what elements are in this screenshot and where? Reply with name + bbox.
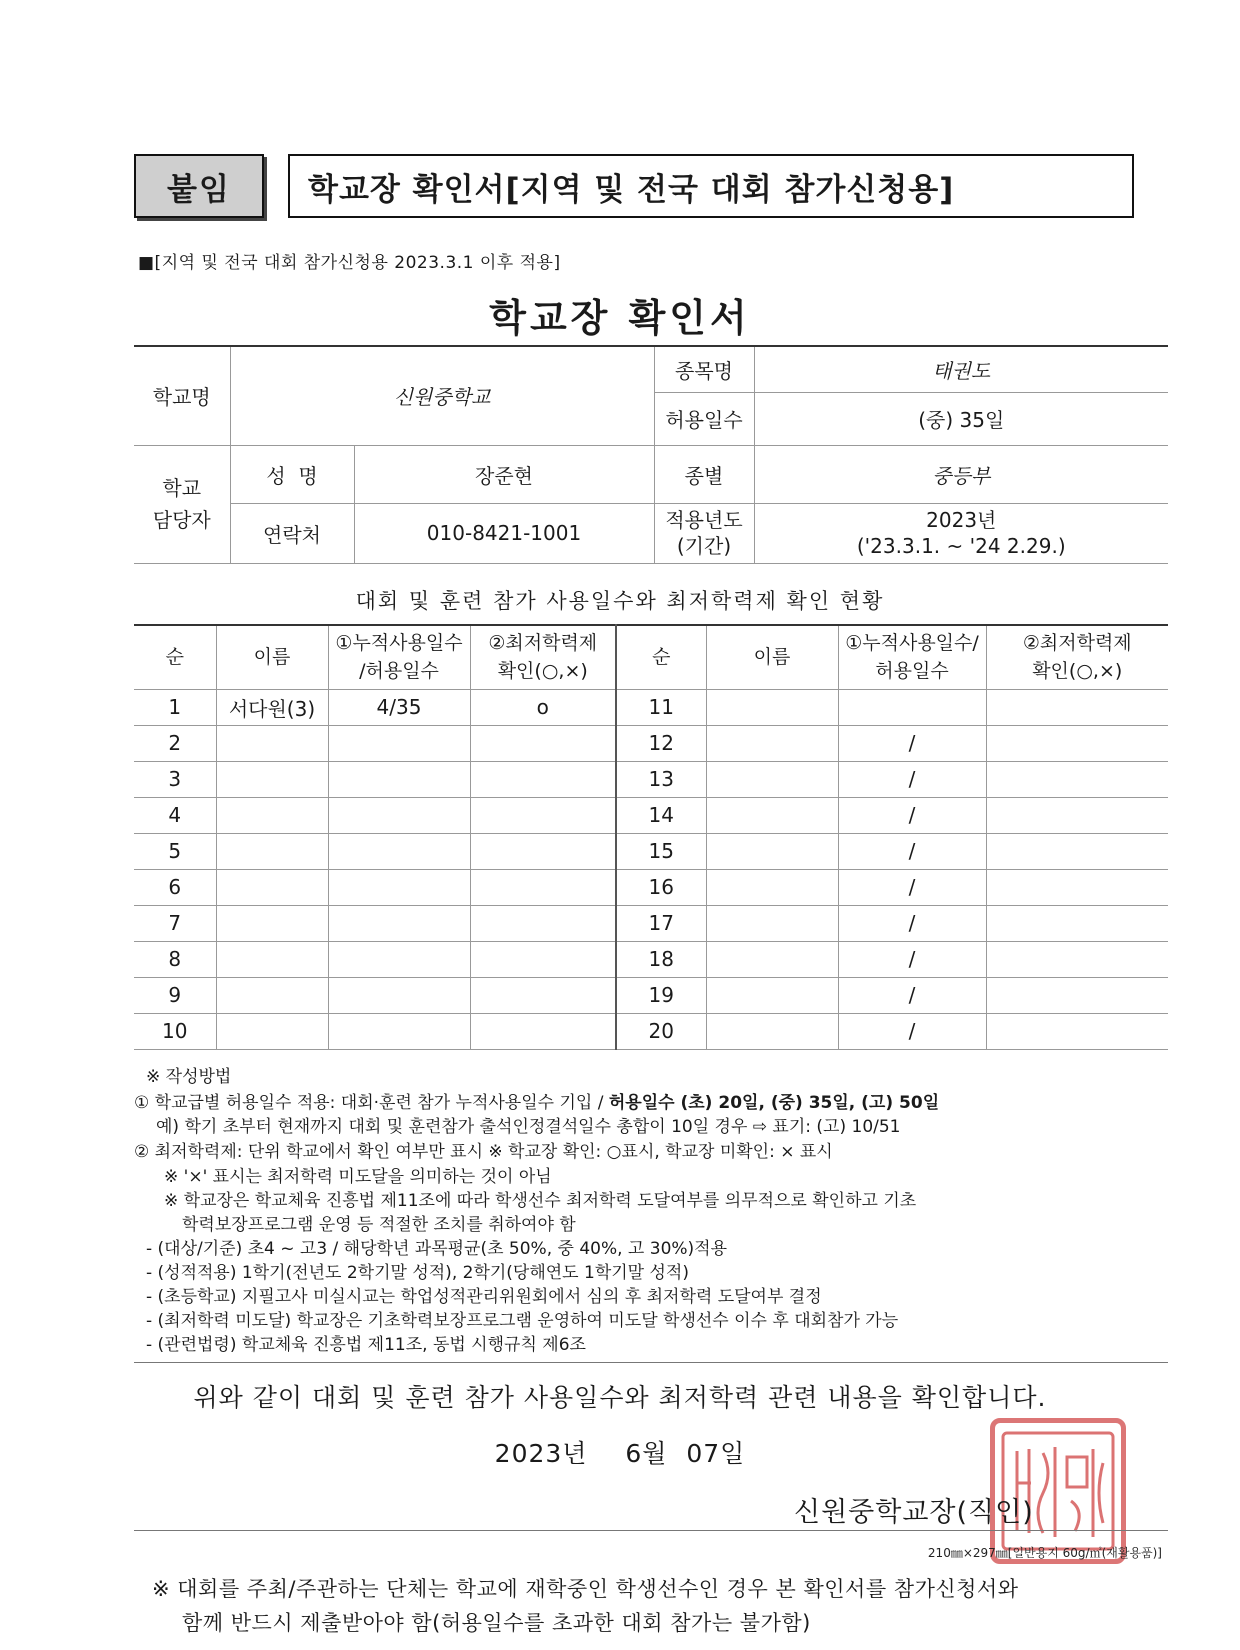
- no-cell: 8: [134, 941, 216, 977]
- divider-bottom: [134, 1530, 1168, 1531]
- allowed-days-label: 허용일수: [654, 392, 754, 445]
- col-days-right-line2: 허용일수: [875, 660, 949, 683]
- check-cell: [470, 941, 616, 977]
- days-cell: /: [838, 761, 986, 797]
- days-cell: [328, 905, 470, 941]
- name-cell: [706, 833, 838, 869]
- table-row: [134, 1013, 1168, 1049]
- col-acad-right-line1: ②최저학력제: [1022, 632, 1132, 655]
- note-1: [134, 1091, 939, 1115]
- check-cell: [986, 797, 1168, 833]
- name-cell: [706, 941, 838, 977]
- col-name-right: 이름: [706, 625, 838, 689]
- note-2-c: 학력보장프로그램 운영 등 적절한 조치를 취하여야 함: [182, 1215, 576, 1235]
- note-1-text: ① 학교급별 허용일수 적용: 대회·훈련 참가 누적사용일수 기입 /: [134, 1093, 609, 1113]
- no-cell: 13: [616, 761, 706, 797]
- name-cell: [706, 689, 838, 725]
- name-cell: [216, 761, 328, 797]
- name-cell: [706, 977, 838, 1013]
- days-cell: /: [838, 941, 986, 977]
- no-cell: 5: [134, 833, 216, 869]
- year-value-period: ('23.3.1. ~ '24 2.29.): [856, 534, 1066, 558]
- name-cell: [216, 725, 328, 761]
- no-cell: 6: [134, 869, 216, 905]
- no-cell: 11: [616, 689, 706, 725]
- detail-2: - (성적적용) 1학기(전년도 2학기말 성적), 2학기(당해연도 1학기말 성적): [146, 1263, 689, 1283]
- manager-label: 학교 담당자: [134, 445, 230, 563]
- divider-top: [134, 1362, 1168, 1363]
- notes-heading: ※ 작성방법: [146, 1067, 232, 1087]
- table-row: [134, 941, 1168, 977]
- footnote-line1: ※ 대회를 주최/주관하는 단체는 학교에 재학중인 학생선수인 경우 본 확인서를 참가신청서와: [152, 1577, 1019, 1601]
- school-info-table: [134, 345, 1168, 564]
- no-cell: 7: [134, 905, 216, 941]
- contact-label: 연락처: [230, 503, 354, 563]
- no-cell: 14: [616, 797, 706, 833]
- no-cell: 9: [134, 977, 216, 1013]
- days-cell: [328, 833, 470, 869]
- check-cell: [470, 977, 616, 1013]
- attachment-title: 학교장 확인서[지역 및 전국 대회 참가신청용]: [288, 154, 1134, 218]
- check-cell: [986, 689, 1168, 725]
- days-cell: [838, 689, 986, 725]
- name-cell: [216, 905, 328, 941]
- principal-signature: 신원중학교장(직인): [794, 1497, 1034, 1528]
- footnote-line2: 함께 반드시 제출받아야 함(허용일수를 초과한 대회 참가는 불가함): [182, 1611, 811, 1635]
- contact-value: 010-8421-1001: [354, 503, 654, 563]
- name-cell: [706, 761, 838, 797]
- no-cell: 2: [134, 725, 216, 761]
- days-cell: [328, 977, 470, 1013]
- check-cell: [470, 833, 616, 869]
- days-cell: /: [838, 797, 986, 833]
- col-days-left-line2: /허용일수: [359, 660, 439, 683]
- col-no-right: 순: [616, 625, 706, 689]
- name-cell: [706, 905, 838, 941]
- check-cell: [470, 761, 616, 797]
- attachment-label: 붙임: [134, 154, 264, 218]
- days-cell: [328, 869, 470, 905]
- name-cell: [216, 977, 328, 1013]
- no-cell: 16: [616, 869, 706, 905]
- days-cell: [328, 761, 470, 797]
- col-acad-right: [986, 625, 1168, 689]
- check-cell: [986, 761, 1168, 797]
- school-name-label: 학교명: [134, 346, 230, 445]
- check-cell: [986, 905, 1168, 941]
- days-cell: /: [838, 905, 986, 941]
- year-value: [754, 503, 1168, 563]
- division-label: 종별: [654, 445, 754, 503]
- no-cell: 12: [616, 725, 706, 761]
- name-cell: 서다원(3): [216, 689, 328, 725]
- col-name-left: 이름: [216, 625, 328, 689]
- table-row: [134, 833, 1168, 869]
- table-row: [134, 689, 1168, 725]
- table-row: [134, 905, 1168, 941]
- check-cell: [986, 725, 1168, 761]
- note-1-bold: 허용일수 (초) 20일, (중) 35일, (고) 50일: [608, 1093, 940, 1113]
- note-2: ② 최저학력제: 단위 학교에서 확인 여부만 표시 ※ 학교장 확인: ○표시, 학교장 미확인: × 표시: [134, 1142, 833, 1162]
- name-cell: [706, 725, 838, 761]
- no-cell: 1: [134, 689, 216, 725]
- allowed-days-value: (중) 35일: [754, 392, 1168, 445]
- col-days-left-line1: ①누적사용일수: [335, 632, 463, 655]
- event-label: 종목명: [654, 346, 754, 392]
- manager-name: 장준현: [354, 445, 654, 503]
- col-acad-right-line2: 확인(○,×): [1032, 660, 1123, 683]
- days-cell: /: [838, 869, 986, 905]
- division-value: 중등부: [754, 445, 1168, 503]
- detail-1: - (대상/기준) 초4 ~ 고3 / 해당학년 과목평균(초 50%, 중 40%, 고 30%)적용: [146, 1239, 728, 1259]
- table-row: [134, 725, 1168, 761]
- year-value-year: 2023년: [926, 508, 997, 532]
- check-cell: [470, 1013, 616, 1049]
- paper-size-note: 210㎜×297㎜[일반용지 60g/㎡(재활용품)]: [927, 1546, 1162, 1560]
- footnote: [152, 1572, 1019, 1640]
- check-cell: [470, 869, 616, 905]
- table-row: [134, 797, 1168, 833]
- confirmation-statement: 위와 같이 대회 및 훈련 참가 사용일수와 최저학력 관련 내용을 확인합니다.: [193, 1383, 1047, 1412]
- days-cell: [328, 1013, 470, 1049]
- check-cell: [470, 905, 616, 941]
- name-cell: [216, 833, 328, 869]
- no-cell: 20: [616, 1013, 706, 1049]
- days-cell: /: [838, 725, 986, 761]
- name-cell: [216, 941, 328, 977]
- days-cell: 4/35: [328, 689, 470, 725]
- col-days-right-line1: ①누적사용일수/: [845, 632, 979, 655]
- detail-5: - (관련법령) 학교체육 진흥법 제11조, 동법 시행규칙 제6조: [146, 1335, 586, 1355]
- school-name: 신원중학교: [230, 346, 654, 445]
- days-cell: [328, 725, 470, 761]
- days-cell: /: [838, 1013, 986, 1049]
- check-cell: [986, 977, 1168, 1013]
- year-label-line1: 적용년도: [665, 508, 743, 532]
- no-cell: 17: [616, 905, 706, 941]
- year-label: [654, 503, 754, 563]
- days-cell: /: [838, 833, 986, 869]
- check-cell: [986, 869, 1168, 905]
- note-2-b: ※ 학교장은 학교체육 진흥법 제11조에 따라 학생선수 최저학력 도달여부를 의무적으로 확인하고 기초: [164, 1191, 917, 1211]
- col-acad-left: [470, 625, 616, 689]
- detail-3: - (초등학교) 지필고사 미실시교는 학업성적관리위원회에서 심의 후 최저학력 도달여부 결정: [146, 1287, 822, 1307]
- check-cell: [986, 1013, 1168, 1049]
- no-cell: 3: [134, 761, 216, 797]
- check-cell: [986, 833, 1168, 869]
- table-row: [134, 869, 1168, 905]
- col-days-left: [328, 625, 470, 689]
- note-2-a: ※ '×' 표시는 최저학력 미도달을 의미하는 것이 아님: [164, 1167, 552, 1187]
- col-acad-left-line1: ②최저학력제: [488, 632, 598, 655]
- detail-4: - (최저학력 미도달) 학교장은 기초학력보장프로그램 운영하여 미도달 학생선수 이수 후 대회참가 가능: [146, 1311, 899, 1331]
- year-label-line2: (기간): [676, 534, 732, 558]
- col-no-left: 순: [134, 625, 216, 689]
- check-cell: [470, 797, 616, 833]
- days-cell: [328, 797, 470, 833]
- name-cell: [706, 797, 838, 833]
- name-label: 성 명: [230, 445, 354, 503]
- col-days-right: [838, 625, 986, 689]
- no-cell: 15: [616, 833, 706, 869]
- applies-note: ■[지역 및 전국 대회 참가신청용 2023.3.1 이후 적용]: [138, 253, 561, 273]
- no-cell: 10: [134, 1013, 216, 1049]
- name-cell: [216, 869, 328, 905]
- name-cell: [706, 1013, 838, 1049]
- no-cell: 18: [616, 941, 706, 977]
- roster-table: [134, 624, 1168, 1050]
- check-cell: [986, 941, 1168, 977]
- check-cell: [470, 725, 616, 761]
- name-cell: [216, 797, 328, 833]
- col-acad-left-line2: 확인(○,×): [497, 660, 588, 683]
- no-cell: 4: [134, 797, 216, 833]
- check-cell: o: [470, 689, 616, 725]
- name-cell: [706, 869, 838, 905]
- issue-date: 2023년 6월 07일: [494, 1439, 746, 1468]
- no-cell: 19: [616, 977, 706, 1013]
- name-cell: [216, 1013, 328, 1049]
- document-title: 학교장 확인서: [489, 296, 751, 340]
- table-row: [134, 977, 1168, 1013]
- days-cell: [328, 941, 470, 977]
- section-title: 대회 및 훈련 참가 사용일수와 최저학력제 확인 현황: [355, 589, 885, 613]
- days-cell: /: [838, 977, 986, 1013]
- table-row: [134, 761, 1168, 797]
- note-1-example: 예) 학기 초부터 현재까지 대회 및 훈련참가 출석인정결석일수 총합이 10일 경우 ⇨ 표기: (고) 10/51: [156, 1117, 901, 1137]
- event-value: 태권도: [754, 346, 1168, 392]
